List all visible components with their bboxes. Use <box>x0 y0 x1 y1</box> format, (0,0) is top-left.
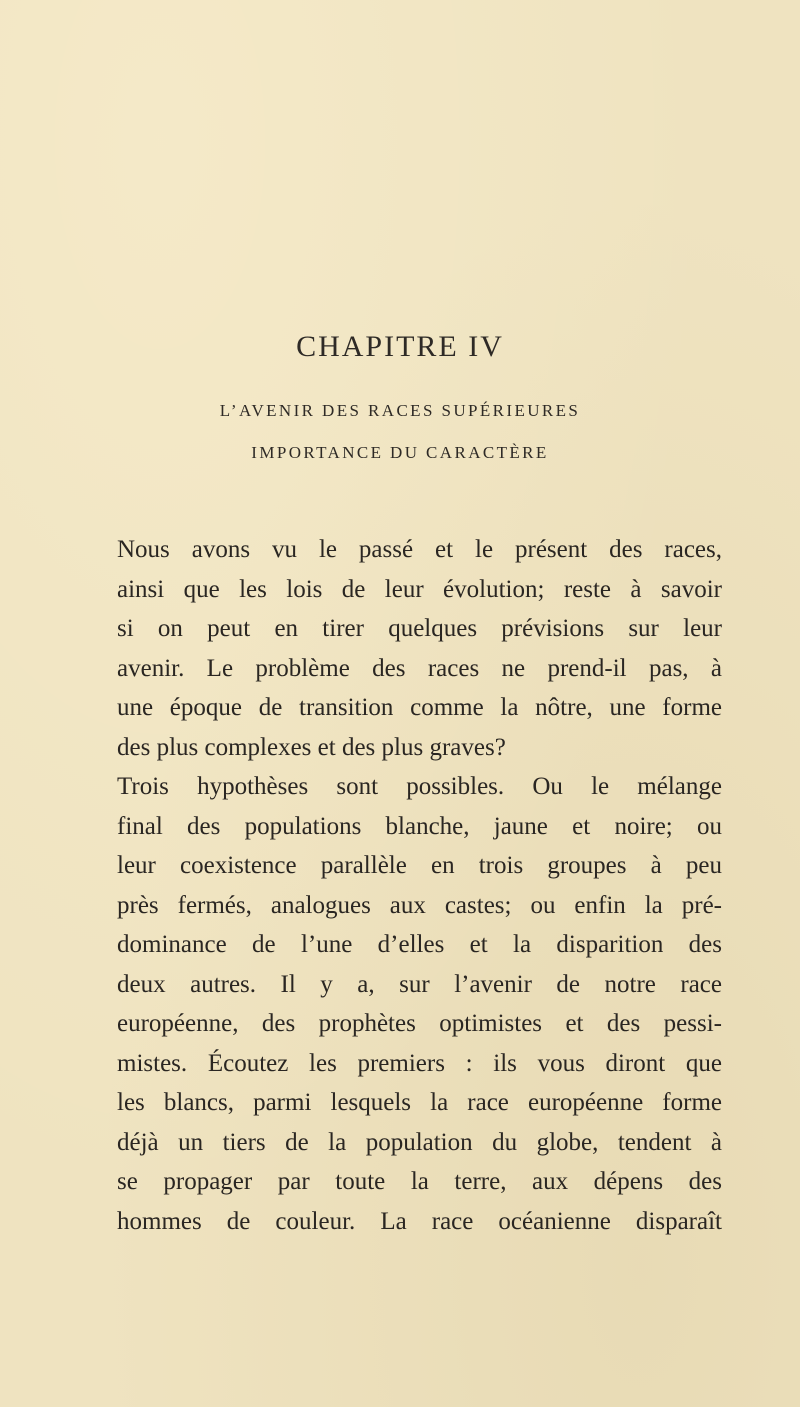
body-text <box>117 530 722 1241</box>
text-line: avenir. Le problème des races ne prend-il pas, à <box>117 654 722 682</box>
text-line: hommes de couleur. La race océanienne disparaît <box>117 1207 722 1235</box>
text-line: dominance de l’une d’elles et la disparition des <box>117 931 722 958</box>
text-line: les blancs, parmi lesquels la race européenne forme <box>117 1089 722 1116</box>
text-line: Trois hypothèses sont possibles. Ou le mélange <box>117 773 722 800</box>
paragraph-2 <box>117 767 722 1241</box>
chapter-subtitle-2: IMPORTANCE DU CARACTÈRE <box>251 443 549 462</box>
chapter-subtitle-1: L’AVENIR DES RACES SUPÉRIEURES <box>219 401 581 420</box>
text-line: européenne, des prophètes optimistes et des pessi- <box>117 1010 722 1037</box>
chapter-title: CHAPITRE IV <box>296 330 504 363</box>
text-line: si on peut en tirer quelques prévisions sur leur <box>117 615 722 642</box>
text-line: près fermés, analogues aux castes; ou enfin la pré- <box>117 891 722 919</box>
text-line: mistes. Écoutez les premiers : ils vous diront que <box>117 1049 722 1077</box>
text-line: déjà un tiers de la population du globe, tendent à <box>117 1128 722 1156</box>
text-line: une époque de transition comme la nôtre, une forme <box>117 694 722 721</box>
text-line: deux autres. Il y a, sur l’avenir de notre race <box>117 970 722 998</box>
text-line: leur coexistence parallèle en trois groupes à peu <box>117 852 722 879</box>
text-line: ainsi que les lois de leur évolution; reste à savoir <box>117 575 722 603</box>
text-line: se propager par toute la terre, aux dépens des <box>117 1168 722 1195</box>
paragraph-1 <box>117 530 722 767</box>
text-line: des plus complexes et des plus graves? <box>117 733 506 761</box>
text-line: Nous avons vu le passé et le présent des races, <box>117 536 722 563</box>
text-line: final des populations blanche, jaune et noire; ou <box>117 812 722 840</box>
